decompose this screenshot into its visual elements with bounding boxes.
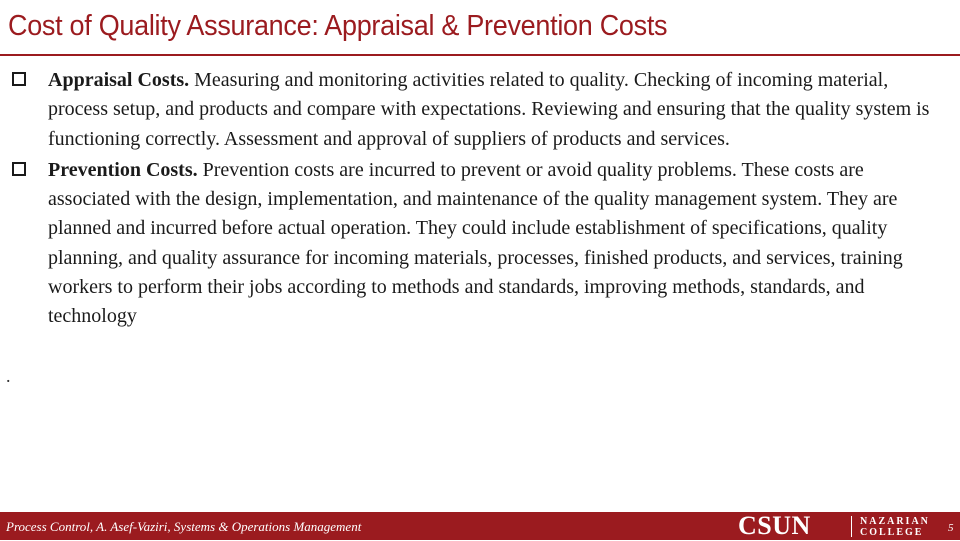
title-divider bbox=[0, 54, 960, 56]
slide-title: Cost of Quality Assurance: Appraisal & Prevention Costs bbox=[8, 10, 668, 42]
logo-subtitle-line2: COLLEGE bbox=[860, 527, 924, 538]
stray-period: . bbox=[6, 366, 11, 386]
bullet-appraisal-costs bbox=[8, 66, 943, 154]
bullet-text: Prevention costs are incurred to prevent or avoid quality problems. These costs are associated with the design, implementation, and maintenance of the quality management system. They are planned and incurred before actual operation. They could include establishment of specifications, quality planning, and quality assurance for incoming materials, processes, finished products, and services, training workers to perform their jobs according to methods and standards, improving methods, standards, and technology bbox=[48, 158, 903, 328]
bullet-prevention-costs bbox=[8, 156, 943, 332]
square-bullet-icon bbox=[12, 162, 26, 176]
bullet-list bbox=[8, 66, 943, 332]
footer-citation: Process Control, A. Asef-Vaziri, Systems & Operations Management bbox=[6, 519, 362, 534]
bullet-lead: Appraisal Costs. bbox=[48, 69, 190, 91]
logo-wordmark: CSUN bbox=[738, 511, 811, 540]
bullet-text: Measuring and monitoring activities related to quality. Checking of incoming material, process setup, and products and compare with expectations. Reviewing and ensuring that the quality system is functioning correctly. Assessment and approval of suppliers of products and services. bbox=[48, 69, 930, 150]
square-bullet-icon bbox=[12, 72, 26, 86]
logo-divider bbox=[851, 516, 852, 537]
logo-subtitle-line1: NAZARIAN bbox=[860, 516, 930, 527]
bullet-lead: Prevention Costs. bbox=[48, 158, 198, 181]
footer-bar bbox=[0, 512, 960, 540]
page-number: 5 bbox=[948, 522, 954, 534]
